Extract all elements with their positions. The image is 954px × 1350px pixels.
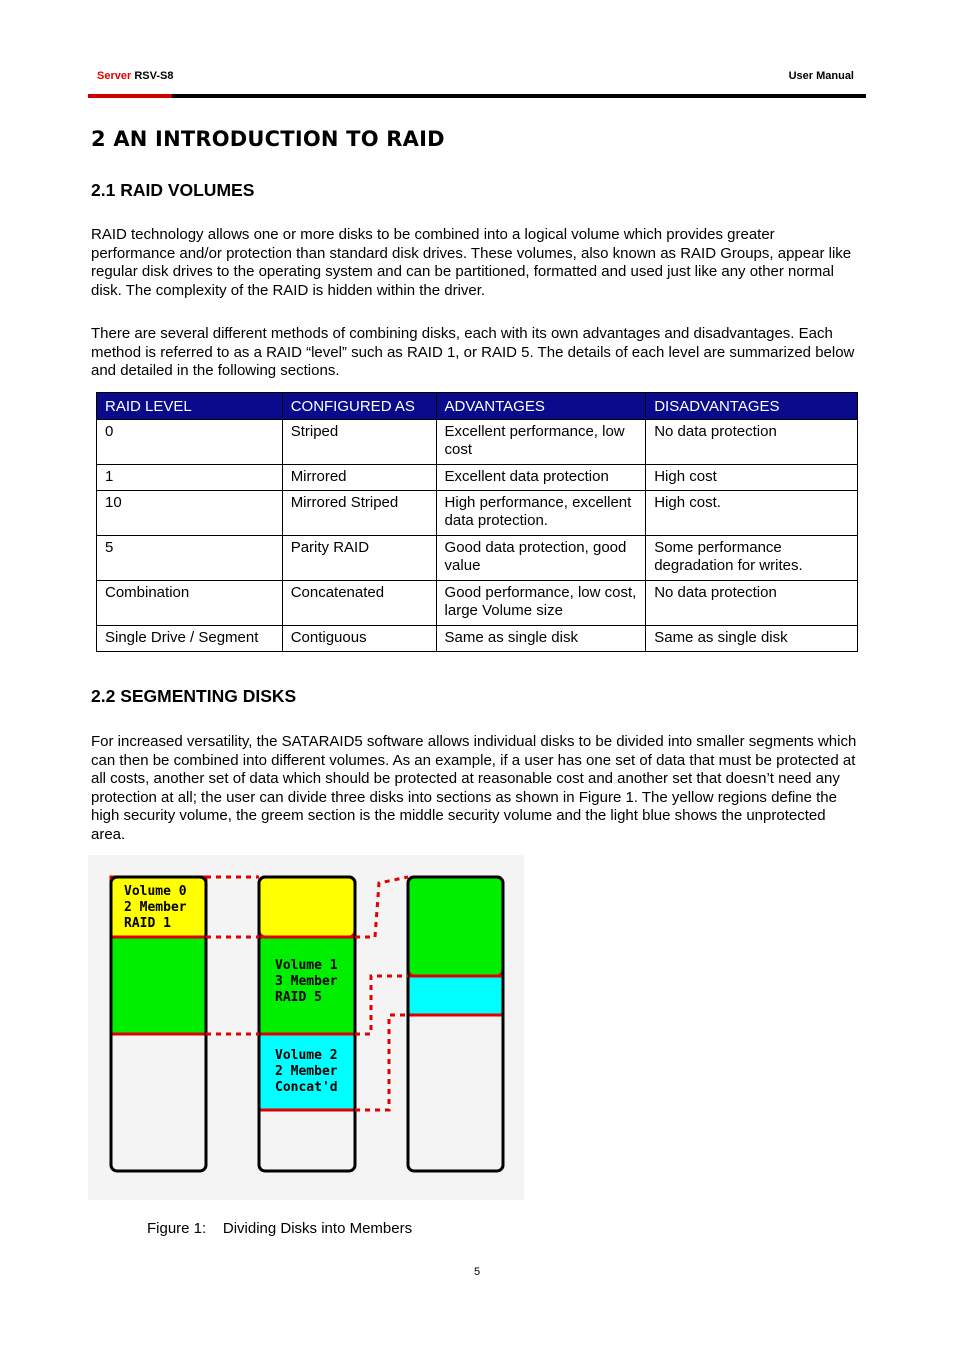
table-cell: Mirrored Striped	[282, 491, 436, 536]
column-header: RAID LEVEL	[97, 393, 283, 420]
paragraph-raid-intro: RAID technology allows one or more disks to be combined into a logical volume which provides greater performance and/or protection than standard disk drives. These volumes, also known as RAID Groups, appear like regular disk drives to the operating system and can be partitioned, formatted and used just like any other normal disk. The complexity of the RAID is hidden within the driver.	[91, 226, 852, 299]
table-cell: 10	[97, 491, 283, 536]
table-cell: Combination	[97, 581, 283, 626]
paragraph-segmenting: For increased versatility, the SATARAID5 software allows individual disks to be divided into smaller segments which can then be combined into different volumes. As an example, if a user has one set of data that must be protected at all costs, another set of data which should be protected at reasonable cost and another set that doesn’t need any protection at all; the user can divide three disks into sections as shown in Figure 1. The yellow regions define the high security volume, the greem section is the middle security volume and the light blue shows the unprotected area.	[91, 733, 857, 843]
table-cell: Contiguous	[282, 626, 436, 652]
table-cell: Mirrored	[282, 465, 436, 491]
table-cell: Parity RAID	[282, 536, 436, 581]
table-cell: No data protection	[646, 420, 858, 465]
table-cell: 1	[97, 465, 283, 491]
table-row	[97, 465, 858, 491]
label-vol2-line2: 2 Member	[275, 1064, 338, 1079]
table-cell: 0	[97, 420, 283, 465]
table-cell: No data protection	[646, 581, 858, 626]
header-brand: Server	[97, 70, 132, 82]
header-right: User Manual	[788, 70, 854, 82]
table-row	[97, 536, 858, 581]
header-model: RSV-S8	[134, 70, 174, 82]
table-header-row	[97, 393, 858, 420]
table-row	[97, 491, 858, 536]
table-cell: Good data protection, good value	[436, 536, 646, 581]
table-cell: High cost	[646, 465, 858, 491]
label-vol0-line2: 2 Member	[124, 900, 187, 915]
section-title-segmenting-disks: 2.2 SEGMENTING DISKS	[91, 686, 297, 706]
header-title	[97, 70, 173, 82]
table-row	[97, 420, 858, 465]
segment-volume-2	[408, 976, 503, 1015]
segment-volume-1	[408, 877, 503, 976]
segment-volume-1	[111, 937, 206, 1034]
label-vol0-line1: Volume 0	[124, 884, 187, 899]
label-vol2-line3: Concat'd	[275, 1080, 338, 1095]
table-cell: High performance, excellent data protection.	[436, 491, 646, 536]
table-cell: Single Drive / Segment	[97, 626, 283, 652]
section-title-raid-volumes: 2.1 RAID VOLUMES	[91, 180, 255, 200]
table-cell: Same as single disk	[436, 626, 646, 652]
table-cell: Good performance, low cost, large Volume size	[436, 581, 646, 626]
table-cell: Concatenated	[282, 581, 436, 626]
paragraph-raid-levels: There are several different methods of combining disks, each with its own advantages and disadvantages. Each method is referred to as a RAID “level” such as RAID 1, or RAID 5. The details of each level are summarized below and detailed in the following sections.	[91, 325, 855, 379]
table-row	[97, 626, 858, 652]
figure-dividing-disks	[88, 855, 524, 1200]
column-header: ADVANTAGES	[436, 393, 646, 420]
label-vol2-line1: Volume 2	[275, 1048, 338, 1063]
column-header: CONFIGURED AS	[282, 393, 436, 420]
page-number: 5	[473, 1266, 481, 1278]
table-cell: 5	[97, 536, 283, 581]
table-cell: High cost.	[646, 491, 858, 536]
table-cell: Excellent data protection	[436, 465, 646, 491]
table-cell: Excellent performance, low cost	[436, 420, 646, 465]
header-rule-accent	[88, 94, 172, 98]
label-vol1-line1: Volume 1	[275, 958, 338, 973]
table-row	[97, 581, 858, 626]
label-vol0-line3: RAID 1	[124, 916, 171, 931]
disk-2	[259, 877, 355, 1171]
column-header: DISADVANTAGES	[646, 393, 858, 420]
table-cell: Some performance degradation for writes.	[646, 536, 858, 581]
segment-volume-0	[259, 877, 355, 937]
table-cell: Same as single disk	[646, 626, 858, 652]
figure-caption: Figure 1: Dividing Disks into Members	[147, 1220, 413, 1237]
raid-level-table	[96, 392, 858, 652]
chapter-title: 2 AN INTRODUCTION TO RAID	[91, 127, 445, 151]
header-rule	[88, 94, 866, 98]
label-vol1-line3: RAID 5	[275, 990, 322, 1005]
label-vol1-line2: 3 Member	[275, 974, 338, 989]
disk-3	[408, 877, 503, 1171]
table-cell: Striped	[282, 420, 436, 465]
